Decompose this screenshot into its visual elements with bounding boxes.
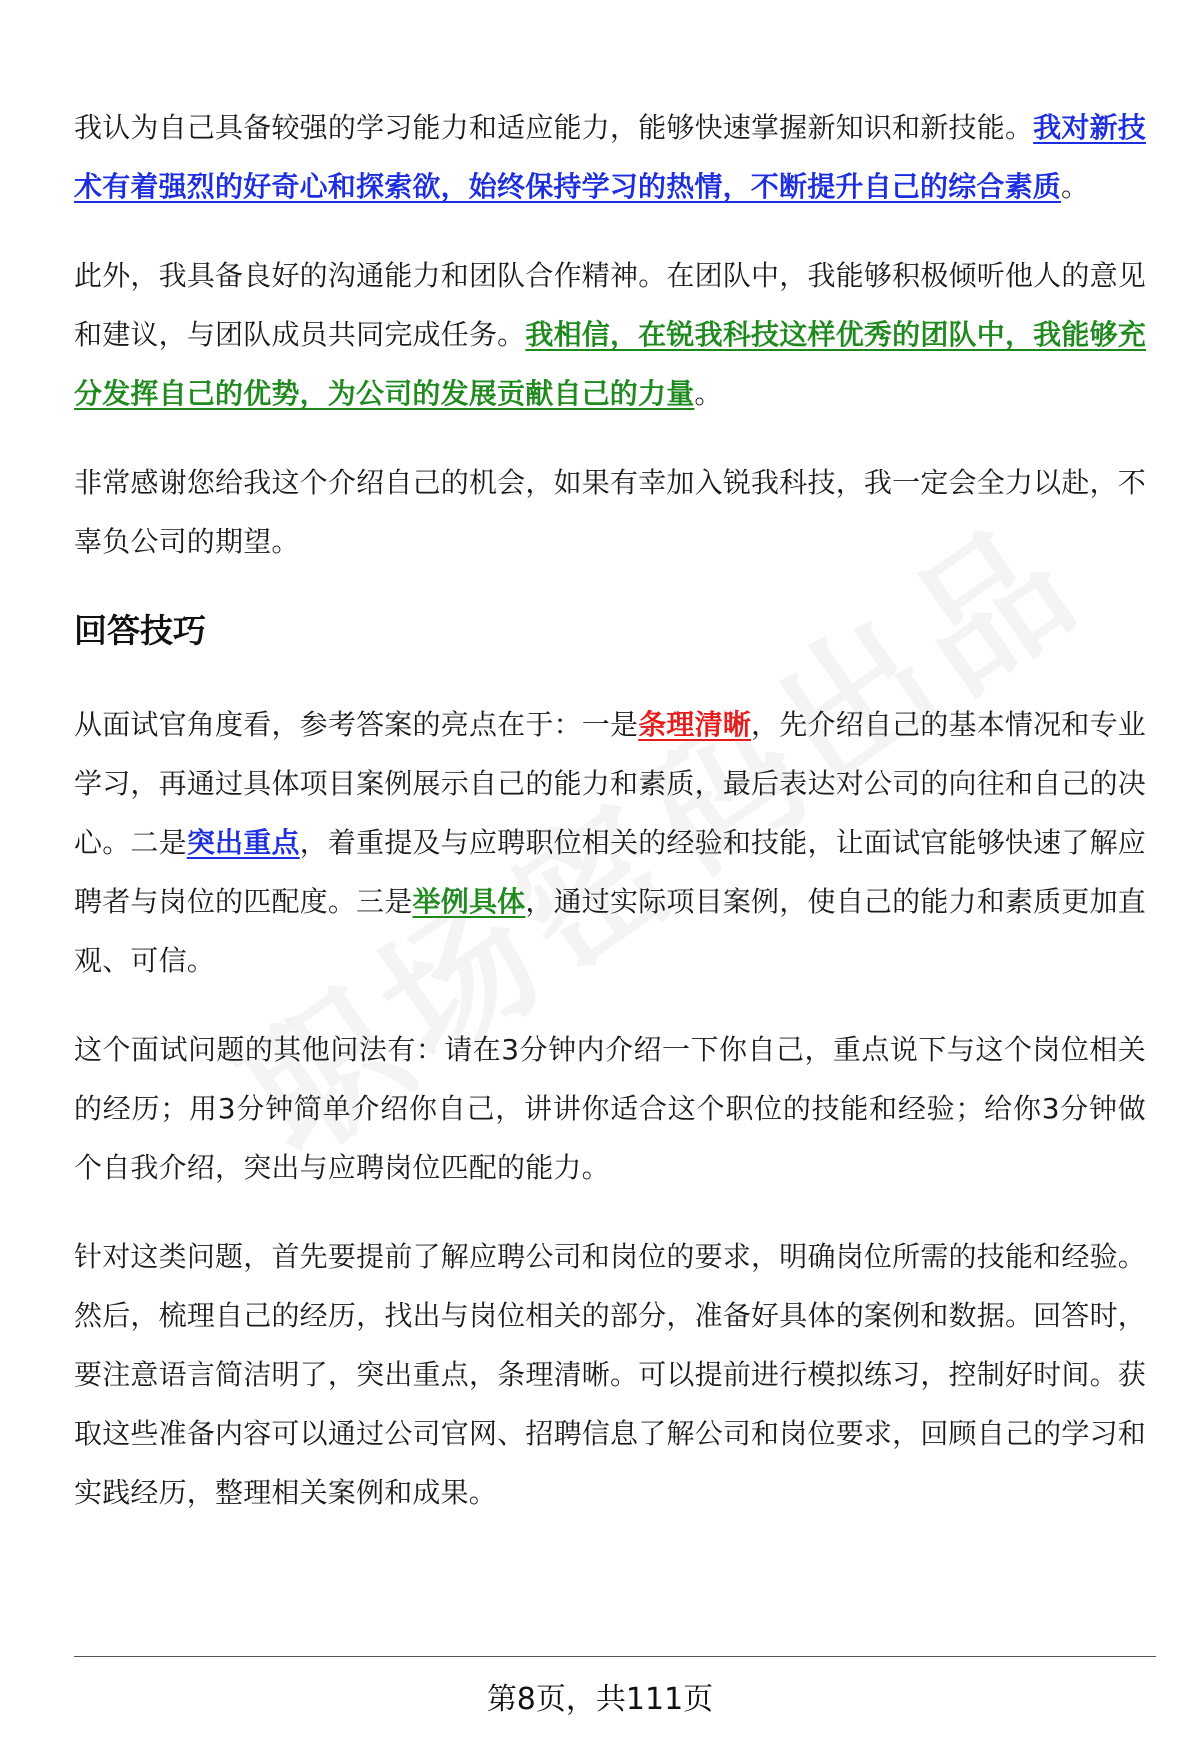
document-body <box>74 98 1146 1552</box>
paragraph-text: ，通过实际项目案例，使自己的能力和素质更加直观、可信。 <box>74 885 1146 977</box>
page-number: 第8页，共111页 <box>486 1682 714 1717</box>
section-heading: 回答技巧 <box>74 611 206 650</box>
paragraph-tail: 。 <box>694 377 723 410</box>
paragraph-tail: 。 <box>1061 170 1090 203</box>
footer-divider <box>74 1656 1156 1657</box>
paragraph-teamwork <box>74 246 1146 423</box>
paragraph-alternatives <box>74 1020 1146 1197</box>
paragraph-text: 这个面试问题的其他问法有：请在3分钟内介绍一下你自己，重点说下与这个岗位相关的经历；用3分钟简单介绍你自己，讲讲你适合这个职位的技能和经验；给你3分钟做个自我介绍，突出与应聘岗位匹配的能力。 <box>74 1033 1146 1184</box>
paragraph-text: 非常感谢您给我这个介绍自己的机会，如果有幸加入锐我科技，我一定会全力以赴，不辜负公司的期望。 <box>74 466 1146 558</box>
paragraph-text: 从面试官角度看，参考答案的亮点在于：一是 <box>74 708 639 741</box>
highlight-blue: 我对新技术有着强烈的好奇心和探索欲，始终保持学习的热情，不断提升自己的综合素质 <box>74 111 1146 203</box>
highlight-green: 我相信，在锐我科技这样优秀的团队中，我能够充分发挥自己的优势，为公司的发展贡献自己的力量 <box>74 318 1146 410</box>
paragraph-highlights <box>74 695 1146 990</box>
paragraph-thanks <box>74 453 1146 571</box>
paragraph-text: 我认为自己具备较强的学习能力和适应能力，能够快速掌握新知识和新技能。 <box>74 111 1034 144</box>
highlight-blue: 突出重点 <box>186 826 300 859</box>
paragraph-text: ，先介绍自己的基本情况和专业学习，再通过具体项目案例展示自己的能力和素质，最后表达对公司的向往和自己的决心。二是 <box>74 708 1146 859</box>
paragraph-learning-ability <box>74 98 1146 216</box>
paragraph-text: 此外，我具备良好的沟通能力和团队合作精神。在团队中，我能够积极倾听他人的意见和建议，与团队成员共同完成任务。 <box>74 259 1146 351</box>
highlight-green: 举例具体 <box>412 885 526 918</box>
highlight-red: 条理清晰 <box>638 708 752 741</box>
paragraph-preparation <box>74 1227 1146 1522</box>
paragraph-text: ，着重提及与应聘职位相关的经验和技能，让面试官能够快速了解应聘者与岗位的匹配度。三是 <box>74 826 1146 918</box>
paragraph-text: 针对这类问题，首先要提前了解应聘公司和岗位的要求，明确岗位所需的技能和经验。然后，梳理自己的经历，找出与岗位相关的部分，准备好具体的案例和数据。回答时，要注意语言简洁明了，突出重点，条理清晰。可以提前进行模拟练习，控制好时间。获取这些准备内容可以通过公司官网、招聘信息了解公司和岗位要求，回顾自己的学习和实践经历，整理相关案例和成果。 <box>74 1240 1146 1509</box>
